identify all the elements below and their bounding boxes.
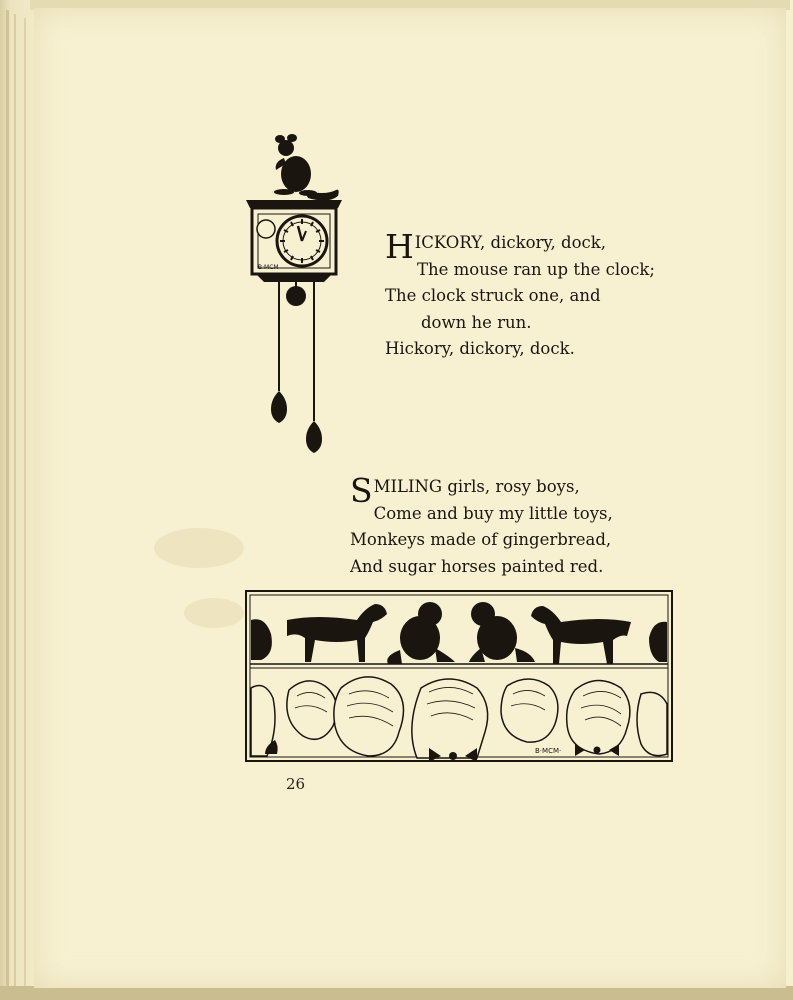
poem-line: And sugar horses painted red.: [350, 556, 604, 576]
poem-hickory-dickory: [385, 227, 655, 363]
page-bottom-edge: [0, 986, 793, 1000]
paper-stain: [184, 598, 244, 628]
clock-icon: [246, 200, 342, 282]
poem-line: Come and buy my little toys,: [373, 503, 613, 523]
page-edge: [24, 18, 26, 988]
poem-line: Monkeys made of gingerbread,: [350, 530, 612, 549]
page-number: 26: [286, 775, 306, 793]
page-edge: [6, 10, 9, 990]
poem-line: The clock struck one, and: [385, 286, 601, 305]
drop-cap: H: [385, 227, 414, 266]
book-page: [34, 8, 786, 988]
frieze-signature: B·MCM·: [535, 747, 562, 755]
frieze-illustration: [245, 590, 673, 762]
drop-cap: S: [350, 471, 373, 510]
poem-line: Hickory, dickory, dock.: [385, 339, 575, 358]
child-head: [412, 679, 488, 758]
pendulum-icon: [271, 282, 322, 453]
child-head: [501, 679, 558, 742]
mouse-icon: [274, 134, 339, 201]
clock-mouse-illustration: [244, 126, 354, 456]
poem-line: MILING girls, rosy boys,: [373, 477, 580, 496]
poem-smiling-girls: [350, 471, 613, 580]
poem-line: down he run.: [421, 312, 532, 332]
clock-signature: B·MCM: [258, 264, 279, 271]
poem-line: The mouse ran up the clock;: [417, 259, 655, 279]
child-head: [637, 692, 667, 755]
page-edge: [14, 14, 16, 989]
paper-stain: [154, 528, 244, 568]
poem-line: ICKORY, dickory, dock,: [414, 233, 607, 252]
